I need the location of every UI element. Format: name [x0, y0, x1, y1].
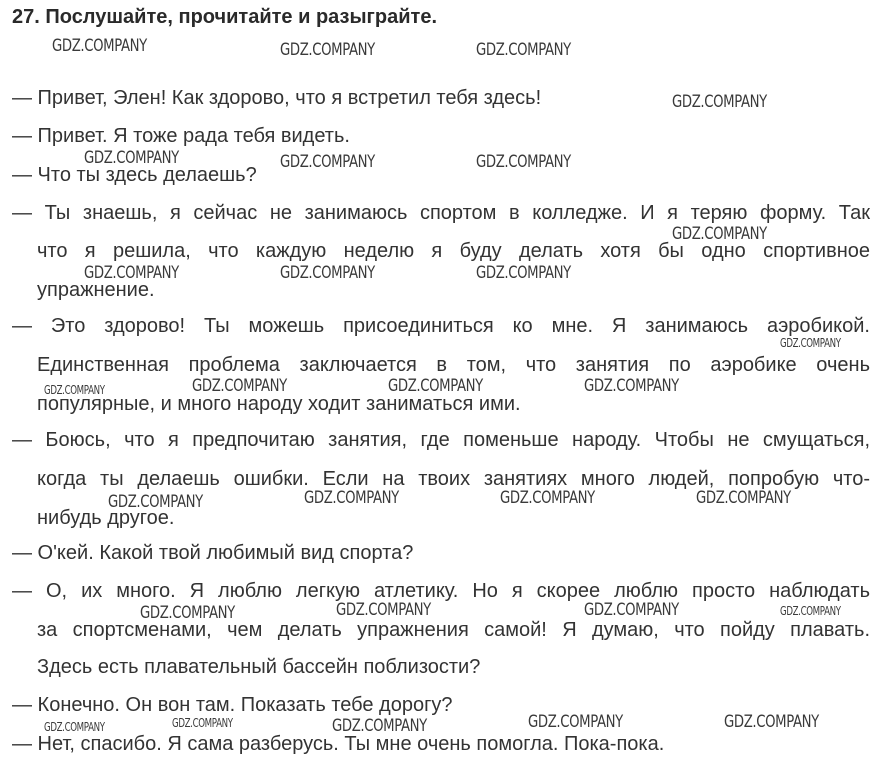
watermark: GDZ.COMPANY: [332, 716, 427, 736]
dialogue-line: — Боюсь, что я предпочитаю занятия, где поменьше народу. Чтобы не смущаться,: [12, 429, 870, 451]
watermark: GDZ.COMPANY: [500, 488, 595, 508]
watermark: GDZ.COMPANY: [108, 492, 203, 512]
watermark: GDZ.COMPANY: [476, 40, 571, 60]
watermark: GDZ.COMPANY: [780, 336, 841, 350]
watermark: GDZ.COMPANY: [44, 720, 105, 734]
dialogue-line: — Это здорово! Ты можешь присоединиться ко мне. Я занимаюсь аэробикой.: [12, 315, 870, 337]
watermark: GDZ.COMPANY: [476, 263, 571, 283]
dialogue-line: — Что ты здесь делаешь?: [12, 164, 257, 186]
watermark: GDZ.COMPANY: [672, 92, 767, 112]
dialogue-line: — Привет, Элен! Как здорово, что я встретил тебя здесь!: [12, 87, 542, 109]
watermark: GDZ.COMPANY: [584, 600, 679, 620]
watermark: GDZ.COMPANY: [304, 488, 399, 508]
dialogue-line: когда ты делаешь ошибки. Если на твоих занятиях много людей, попробую что-: [37, 468, 870, 490]
watermark: GDZ.COMPANY: [696, 488, 791, 508]
dialogue-line: — О'кей. Какой твой любимый вид спорта?: [12, 542, 414, 564]
watermark: GDZ.COMPANY: [280, 40, 375, 60]
watermark: GDZ.COMPANY: [172, 716, 233, 730]
watermark: GDZ.COMPANY: [52, 36, 147, 56]
dialogue-line: — Конечно. Он вон там. Показать тебе дорогу?: [12, 694, 453, 716]
dialogue-line: — Привет. Я тоже рада тебя видеть.: [12, 125, 350, 147]
watermark: GDZ.COMPANY: [584, 376, 679, 396]
dialogue-line: за спортсменами, чем делать упражнения самой! Я думаю, что пойду плавать.: [37, 619, 870, 641]
dialogue-line: упражнение.: [37, 279, 155, 301]
watermark: GDZ.COMPANY: [140, 603, 235, 623]
watermark: GDZ.COMPANY: [280, 152, 375, 172]
dialogue-line: — Нет, спасибо. Я сама разберусь. Ты мне очень помогла. Пока-пока.: [12, 733, 665, 755]
dialogue-line: что я решила, что каждую неделю я буду делать хотя бы одно спортивное: [37, 240, 870, 262]
watermark: GDZ.COMPANY: [388, 376, 483, 396]
watermark: GDZ.COMPANY: [336, 600, 431, 620]
dialogue-line: — О, их много. Я люблю легкую атлетику. Но я скорее люблю просто наблюдать: [12, 580, 870, 602]
dialogue-line: — Ты знаешь, я сейчас не занимаюсь спортом в колледже. И я теряю форму. Так: [12, 202, 870, 224]
watermark: GDZ.COMPANY: [84, 263, 179, 283]
watermark: GDZ.COMPANY: [44, 383, 105, 397]
dialogue-line: Единственная проблема заключается в том, что занятия по аэробике очень: [37, 354, 870, 376]
watermark: GDZ.COMPANY: [280, 263, 375, 283]
exercise-title: 27. Послушайте, прочитайте и разыграйте.: [12, 6, 437, 28]
watermark: GDZ.COMPANY: [192, 376, 287, 396]
dialogue-line: Здесь есть плавательный бассейн поблизости?: [37, 656, 481, 678]
watermark: GDZ.COMPANY: [84, 148, 179, 168]
dialogue-line: нибудь другое.: [37, 507, 175, 529]
watermark: GDZ.COMPANY: [528, 712, 623, 732]
watermark: GDZ.COMPANY: [476, 152, 571, 172]
watermark: GDZ.COMPANY: [780, 604, 841, 618]
watermark: GDZ.COMPANY: [672, 224, 767, 244]
watermark: GDZ.COMPANY: [724, 712, 819, 732]
dialogue-line: популярные, и много народу ходит заниматься ими.: [37, 393, 521, 415]
